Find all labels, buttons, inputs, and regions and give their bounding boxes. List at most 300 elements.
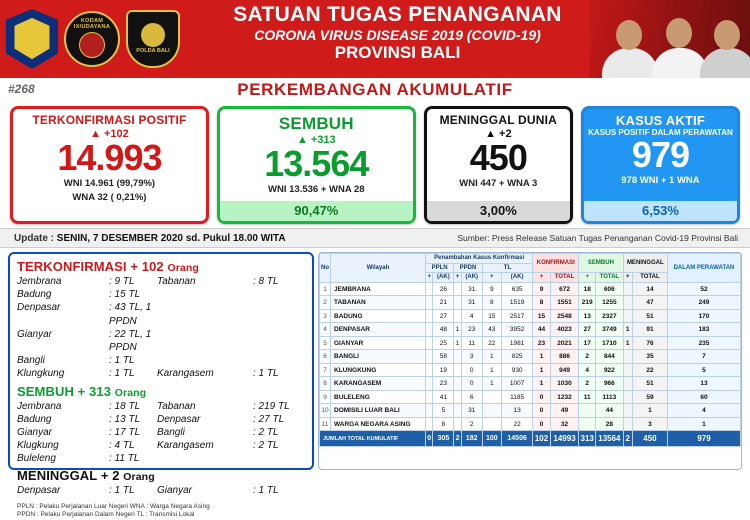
kodam-logo-label: KODAM IX/UDAYANA — [73, 18, 111, 30]
col-meninggal: MENINGGAL — [623, 254, 667, 273]
region-name: Jembrana — [17, 400, 62, 412]
cell-tl-ak: 1981 — [501, 336, 532, 350]
cell-wilayah: KLUNGKUNG — [331, 363, 426, 377]
cell-tl-ak: 22 — [501, 417, 532, 431]
cell-konf-total: 949 — [550, 363, 578, 377]
cell-konf-total: 4023 — [550, 323, 578, 337]
region-name: Denpasar — [17, 485, 61, 497]
table-row — [320, 350, 741, 364]
cell-tl-plus: 9 — [482, 282, 501, 296]
cell-ppln-ak: 48 — [433, 323, 454, 337]
cell-ming-total: 51 — [632, 377, 667, 391]
cell-no: 10 — [320, 404, 331, 418]
provinsi-bali-logo-inner-icon — [13, 17, 51, 61]
cell-ppdn-ak: 23 — [461, 323, 482, 337]
card-value-kasus-aktif: 979 — [631, 134, 689, 176]
cell-ppln-plus — [426, 323, 433, 337]
cell-no: 11 — [320, 417, 331, 431]
cell-ppln-plus — [426, 336, 433, 350]
col-konfirmasi: KONFIRMASI — [533, 254, 579, 273]
cell-semb-total: 3749 — [596, 323, 623, 337]
cell-ppln-plus — [426, 417, 433, 431]
cell-ming-total: 1 — [632, 404, 667, 418]
cell-total-ming-total: 450 — [632, 431, 667, 447]
update-value: SENIN, 7 DESEMBER 2020 sd. Pukul 18.00 WITA — [56, 232, 286, 244]
section-heading-meninggal — [17, 468, 305, 483]
cell-no: 6 — [320, 350, 331, 364]
card-detail1-sembuh: WNI 13.536 + WNA 28 — [268, 184, 365, 196]
table-row — [320, 296, 741, 310]
cell-ming-plus: 1 — [623, 323, 632, 337]
sub-semb-plus: + — [579, 273, 596, 283]
cell-ming-plus: 1 — [623, 336, 632, 350]
cell-konf-plus: 9 — [533, 282, 551, 296]
col-ppln: PPLN — [426, 263, 454, 273]
cell-ppdn-plus — [454, 377, 461, 391]
cell-rawat: 183 — [667, 323, 740, 337]
cell-wilayah: BULELENG — [331, 390, 426, 404]
region-name-2: Gianyar — [157, 485, 193, 497]
cell-ming-total: 51 — [632, 309, 667, 323]
table-row — [320, 336, 741, 350]
region-value: : 43 TL, 1 PPDN — [109, 302, 152, 327]
header-title-line2: CORONA VIRUS DISEASE 2019 (COVID-19) — [254, 26, 541, 43]
update-bar — [0, 228, 750, 248]
region-value: : 22 TL, 1 PPDN — [109, 328, 152, 353]
sub-ming-plus: + — [623, 273, 632, 283]
region-value: : 17 TL — [109, 426, 141, 438]
card-kasus-aktif — [581, 106, 740, 224]
cell-no: 2 — [320, 296, 331, 310]
region-value-2 — [253, 354, 305, 367]
region-name-2 — [157, 288, 253, 301]
cell-rawat: 235 — [667, 336, 740, 350]
cell-rawat: 60 — [667, 390, 740, 404]
cell-rawat: 1 — [667, 417, 740, 431]
cell-tl-plus — [482, 390, 501, 404]
cell-ming-total: 91 — [632, 323, 667, 337]
section-heading-sembuh-unit: Orang — [114, 386, 147, 399]
cell-semb-total: 844 — [596, 350, 623, 364]
cell-ming-plus — [623, 282, 632, 296]
kodam-udayana-logo-icon — [64, 11, 120, 67]
cell-wilayah: BADUNG — [331, 309, 426, 323]
region-value-2: : 8 TL — [253, 276, 279, 287]
cell-ppdn-ak: 31 — [461, 296, 482, 310]
cell-tl-plus: 1 — [482, 377, 501, 391]
cell-total-rawat: 979 — [667, 431, 740, 447]
cell-semb-plus: 2 — [579, 377, 596, 391]
card-percent-sembuh: 90,47% — [220, 201, 413, 221]
cell-konf-plus: 8 — [533, 296, 551, 310]
region-value: : 9 TL — [109, 276, 135, 287]
cell-semb-plus: 4 — [579, 363, 596, 377]
cell-konf-plus: 1 — [533, 377, 551, 391]
cell-no: 1 — [320, 282, 331, 296]
cell-no: 9 — [320, 390, 331, 404]
cell-ppln-ak: 19 — [433, 363, 454, 377]
rows-meninggal — [17, 484, 305, 497]
region-name: Buleleng — [17, 453, 56, 465]
header-title-line3: PROVINSI BALI — [334, 42, 461, 62]
cell-ppdn-ak: 2 — [461, 417, 482, 431]
cell-semb-plus: 2 — [579, 350, 596, 364]
cell-total-ppdn-plus: 2 — [454, 431, 461, 447]
cell-semb-total: 44 — [596, 404, 623, 418]
cell-tl-ak: 2517 — [501, 309, 532, 323]
sub-konf-total: TOTAL — [550, 273, 578, 283]
region-value: : 4 TL — [109, 440, 135, 452]
sub-tl-ak: (AK) — [501, 273, 532, 283]
region-name: Gianyar — [17, 426, 53, 438]
section-heading-sembuh-text: SEMBUH + 313 — [17, 383, 112, 399]
cell-konf-plus: 1 — [533, 350, 551, 364]
cell-wilayah: JEMBRANA — [331, 282, 426, 296]
region-name: Denpasar — [17, 302, 61, 314]
region-name: Gianyar — [17, 328, 53, 340]
cell-ppdn-plus — [454, 282, 461, 296]
cell-ming-plus — [623, 350, 632, 364]
cell-ming-total: 3 — [632, 417, 667, 431]
list-item — [17, 367, 305, 380]
col-wilayah: Wilayah — [331, 254, 426, 283]
cell-konf-total: 672 — [550, 282, 578, 296]
cell-total-konf-total: 14993 — [550, 431, 578, 447]
card-detail1-terkonfirmasi: WNI 14.961 (99,79%) — [63, 178, 156, 190]
card-title-terkonfirmasi: TERKONFIRMASI POSITIF — [32, 113, 187, 127]
table-row — [320, 404, 741, 418]
card-percent-meninggal: 3,00% — [427, 201, 570, 221]
cell-semb-total: 1255 — [596, 296, 623, 310]
list-item — [17, 400, 305, 413]
cell-tl-ak: 13 — [501, 404, 532, 418]
cell-ppln-plus — [426, 350, 433, 364]
sub-ppdn-plus: + — [454, 273, 461, 283]
cell-konf-plus: 44 — [533, 323, 551, 337]
cell-semb-total: 1710 — [596, 336, 623, 350]
card-delta-meninggal: ▲ +2 — [485, 128, 512, 141]
cell-ppln-plus — [426, 363, 433, 377]
cell-total-semb-plus: 313 — [579, 431, 596, 447]
region-value: : 15 TL — [109, 289, 141, 301]
region-value-2: : 2 TL — [253, 440, 279, 452]
cell-ppdn-ak: 6 — [461, 390, 482, 404]
legend-note-2: PPDN : Pelaku Perjalanan Dalam Negeri TL : Transmisi Lokal — [17, 511, 195, 519]
cell-wilayah: GIANYAR — [331, 336, 426, 350]
cell-konf-total: 2548 — [550, 309, 578, 323]
header-banner — [0, 0, 750, 78]
region-name-2: Denpasar — [157, 413, 201, 425]
cell-total-konf-plus: 102 — [533, 431, 551, 447]
sub-ppln-ak: (AK) — [433, 273, 454, 283]
cell-wilayah: DENPASAR — [331, 323, 426, 337]
cell-konf-plus: 1 — [533, 363, 551, 377]
header-logos — [6, 6, 206, 72]
cell-konf-total: 49 — [550, 404, 578, 418]
col-ppdn: PPDN — [454, 263, 482, 273]
cell-ppdn-plus — [454, 363, 461, 377]
cell-no: 8 — [320, 377, 331, 391]
region-value-2 — [253, 288, 305, 301]
list-item — [17, 288, 305, 301]
cell-no: 5 — [320, 336, 331, 350]
cell-konf-total: 886 — [550, 350, 578, 364]
update-source: Sumber: Press Release Satuan Tugas Penanganan Covid-19 Provinsi Bali — [457, 233, 738, 243]
card-subtitle-kasus-aktif: KASUS POSITIF DALAM PERAWATAN — [588, 127, 733, 137]
cell-tl-ak: 635 — [501, 282, 532, 296]
cell-no: 3 — [320, 309, 331, 323]
list-item — [17, 301, 305, 327]
cell-ppdn-ak: 3 — [461, 350, 482, 364]
cell-tl-plus: 22 — [482, 336, 501, 350]
cell-wilayah: WARGA NEGARA ASING — [331, 417, 426, 431]
region-name: Badung — [17, 289, 52, 301]
person-3-body — [700, 48, 750, 78]
table-footer — [320, 431, 741, 447]
sub-ming-total: TOTAL — [632, 273, 667, 283]
cell-tl-ak: 1185 — [501, 390, 532, 404]
cell-konf-plus: 0 — [533, 390, 551, 404]
cell-konf-plus: 0 — [533, 417, 551, 431]
cell-ppdn-ak: 31 — [461, 404, 482, 418]
table-row — [320, 309, 741, 323]
cell-rawat: 13 — [667, 377, 740, 391]
cell-ppdn-plus: 1 — [454, 323, 461, 337]
cell-ming-total: 14 — [632, 282, 667, 296]
cell-ming-plus — [623, 390, 632, 404]
header-title — [205, 4, 590, 62]
cell-ming-plus — [623, 363, 632, 377]
cell-tl-ak: 930 — [501, 363, 532, 377]
officials-photo — [590, 0, 750, 78]
legend-note-1: PPLN : Pelaku Perjalanan Luar Negeri WNA : Warga Negara Asing — [17, 502, 210, 510]
region-name-2: Karangasem — [157, 440, 214, 452]
update-label: Update : — [14, 232, 54, 244]
cell-wilayah: TABANAN — [331, 296, 426, 310]
list-item — [17, 439, 305, 452]
cell-ming-total: 22 — [632, 363, 667, 377]
cell-semb-total: 922 — [596, 363, 623, 377]
polda-logo-disc-icon — [141, 23, 165, 47]
cell-ppln-plus — [426, 404, 433, 418]
cell-wilayah: KARANGASEM — [331, 377, 426, 391]
cell-ppdn-ak: 31 — [461, 282, 482, 296]
card-sembuh — [217, 106, 416, 224]
cell-ppln-plus — [426, 309, 433, 323]
col-dalam-perawatan: DALAM PERAWATAN — [667, 254, 740, 283]
region-value-2: : 219 TL — [253, 400, 290, 412]
cell-semb-plus: 27 — [579, 323, 596, 337]
col-tl: TL — [482, 263, 533, 273]
cell-ppdn-plus — [454, 417, 461, 431]
cell-tl-ak: 1519 — [501, 296, 532, 310]
list-item — [17, 452, 305, 465]
region-value: : 11 TL — [109, 453, 140, 465]
section-heading-terkonfirmasi — [17, 259, 305, 274]
list-item — [17, 275, 305, 288]
region-name: Bangli — [17, 355, 45, 367]
region-value: : 1 TL — [109, 355, 135, 367]
cell-tl-plus: 1 — [482, 363, 501, 377]
col-sembuh: SEMBUH — [579, 254, 623, 273]
rows-sembuh — [17, 400, 305, 466]
header-title-line1: SATUAN TUGAS PENANGANAN — [233, 3, 562, 26]
section-heading-terkonfirmasi-text: TERKONFIRMASI + 102 — [17, 259, 164, 274]
cell-konf-total: 1232 — [550, 390, 578, 404]
cell-ming-plus — [623, 296, 632, 310]
cell-wilayah: DOMISILI LUAR BALI — [331, 404, 426, 418]
cell-ppln-plus — [426, 390, 433, 404]
region-name-2 — [157, 328, 253, 354]
region-value-2 — [253, 301, 305, 327]
summary-cards — [10, 106, 740, 224]
region-name-2 — [157, 301, 253, 327]
cell-ming-total: 76 — [632, 336, 667, 350]
cell-tl-ak: 3952 — [501, 323, 532, 337]
cell-ppdn-plus — [454, 350, 461, 364]
region-value: : 1 TL — [109, 485, 135, 497]
section-heading-meninggal-text: MENINGGAL + 2 — [17, 468, 120, 484]
card-detail2-terkonfirmasi: WNA 32 ( 0,21%) — [72, 192, 147, 204]
cell-ming-plus — [623, 404, 632, 418]
card-title-kasus-aktif: KASUS AKTIF — [615, 113, 706, 128]
list-item — [17, 354, 305, 367]
cell-wilayah: BANGLI — [331, 350, 426, 364]
card-percent-kasus-aktif: 6,53% — [584, 201, 737, 221]
cell-konf-plus: 23 — [533, 336, 551, 350]
region-value-2: : 1 TL — [253, 485, 279, 497]
cell-total-tl-ak: 14506 — [501, 431, 532, 447]
col-group-penambahan: Penambahan Kasus Konfirmasi — [426, 254, 533, 264]
card-value-sembuh: 13.564 — [264, 143, 369, 185]
cell-semb-plus: 219 — [579, 296, 596, 310]
region-value: : 18 TL — [109, 400, 141, 412]
section-heading-meninggal-unit: Orang — [123, 471, 155, 484]
update-label-wrap — [14, 233, 286, 244]
cell-semb-plus: 17 — [579, 336, 596, 350]
cell-ppln-ak: 21 — [433, 296, 454, 310]
kodam-logo-disc-icon — [79, 32, 105, 58]
list-item — [17, 413, 305, 426]
cell-total-ming-plus: 2 — [623, 431, 632, 447]
cell-semb-total: 1113 — [596, 390, 623, 404]
cell-tl-plus: 1 — [482, 350, 501, 364]
cell-semb-plus: 13 — [579, 309, 596, 323]
table-body — [320, 282, 741, 431]
region-name: Jembrana — [17, 276, 62, 287]
cell-semb-plus: 18 — [579, 282, 596, 296]
region-name-2: Karangasem — [157, 368, 214, 380]
cell-ppln-plus — [426, 377, 433, 391]
sub-ppdn-ak: (AK) — [461, 273, 482, 283]
cell-tl-ak: 825 — [501, 350, 532, 364]
region-name-2 — [157, 354, 253, 367]
sub-tl-plus: + — [482, 273, 501, 283]
cell-konf-plus: 15 — [533, 309, 551, 323]
cell-ppln-ak: 5 — [433, 404, 454, 418]
table-row — [320, 323, 741, 337]
cell-konf-total: 2021 — [550, 336, 578, 350]
cell-total-ppln-plus: 0 — [426, 431, 433, 447]
cell-tl-plus: 43 — [482, 323, 501, 337]
sub-ppln-plus: + — [426, 273, 433, 283]
cell-ppdn-ak: 0 — [461, 377, 482, 391]
table-total-row — [320, 431, 741, 447]
table-row — [320, 390, 741, 404]
cell-total-ppln-ak: 305 — [433, 431, 454, 447]
region-name-2: Bangli — [157, 426, 185, 438]
legend-notes — [17, 503, 305, 520]
cell-tl-plus — [482, 417, 501, 431]
region-name: Klungkung — [17, 368, 65, 380]
cell-rawat: 52 — [667, 282, 740, 296]
table-row — [320, 377, 741, 391]
person-1-body — [602, 48, 658, 78]
cell-ppdn-ak: 11 — [461, 336, 482, 350]
person-1-head — [616, 20, 642, 50]
cell-ming-total: 47 — [632, 296, 667, 310]
cell-ming-total: 59 — [632, 390, 667, 404]
cell-ppdn-plus — [454, 309, 461, 323]
cell-total-ppdn-ak: 182 — [461, 431, 482, 447]
card-detail1-kasus-aktif: 978 WNI + 1 WNA — [621, 175, 700, 187]
table-row — [320, 417, 741, 431]
region-name: Klugkung — [17, 440, 59, 452]
cell-ppln-plus — [426, 282, 433, 296]
region-name-2: Tabanan — [157, 400, 196, 412]
region-value: : 13 TL — [109, 413, 141, 425]
region-name-2 — [157, 452, 253, 465]
cell-ming-plus — [623, 309, 632, 323]
cell-ming-total: 35 — [632, 350, 667, 364]
card-meninggal-dunia — [424, 106, 573, 224]
cell-ming-plus — [623, 417, 632, 431]
sub-semb-total: TOTAL — [596, 273, 623, 283]
ribbon-title: PERKEMBANGAN AKUMULATIF — [237, 80, 513, 99]
cell-rawat: 4 — [667, 404, 740, 418]
polda-logo-label: POLDA BALI — [136, 48, 170, 55]
cell-no: 4 — [320, 323, 331, 337]
cell-ppdn-ak: 0 — [461, 363, 482, 377]
region-value-2: : 1 TL — [253, 368, 279, 380]
cell-tl-plus — [482, 404, 501, 418]
table-row — [320, 363, 741, 377]
card-value-meninggal: 450 — [469, 137, 527, 179]
region-value-2: : 27 TL — [253, 413, 285, 425]
cell-tl-plus: 15 — [482, 309, 501, 323]
cell-ppln-ak: 58 — [433, 350, 454, 364]
rows-terkonfirmasi — [17, 275, 305, 381]
cell-ppdn-plus: 1 — [454, 336, 461, 350]
regency-table — [319, 253, 741, 447]
cell-total-semb-total: 13564 — [596, 431, 623, 447]
section-heading-sembuh — [17, 384, 305, 399]
cell-konf-total: 1551 — [550, 296, 578, 310]
sub-konf-plus: + — [533, 273, 551, 283]
regency-table-container — [318, 252, 742, 470]
cell-semb-total: 966 — [596, 377, 623, 391]
col-no: No — [320, 254, 331, 283]
cell-ming-plus — [623, 377, 632, 391]
cell-ppln-ak: 8 — [433, 417, 454, 431]
table-header — [320, 254, 741, 283]
person-3-head — [714, 20, 740, 50]
person-2-head — [666, 18, 692, 48]
cell-no: 7 — [320, 363, 331, 377]
cell-semb-total: 28 — [596, 417, 623, 431]
cell-konf-total: 1030 — [550, 377, 578, 391]
cell-semb-plus: 11 — [579, 390, 596, 404]
